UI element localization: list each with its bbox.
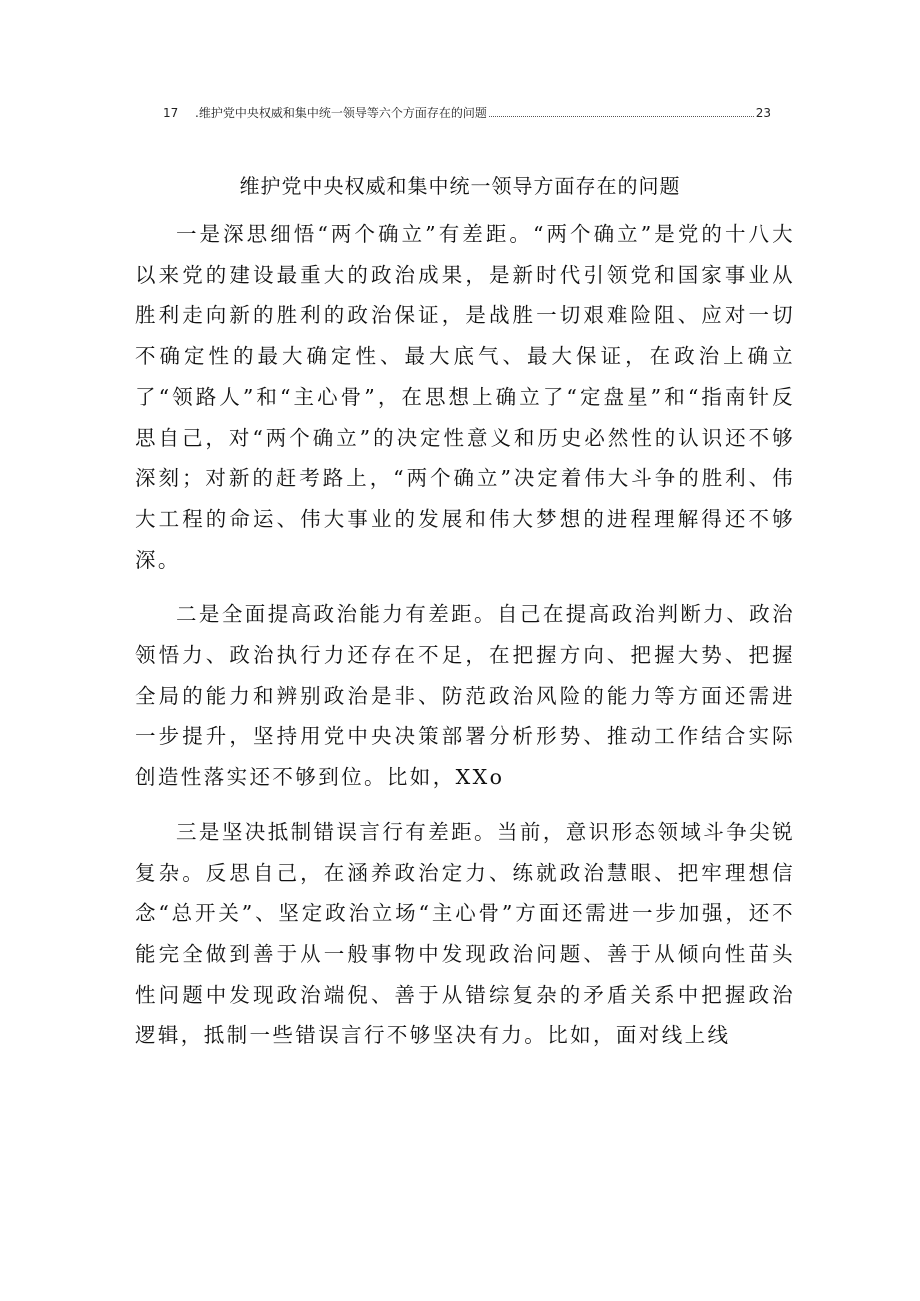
toc-entry xyxy=(163,104,771,121)
document-body xyxy=(135,214,795,1056)
toc-entry-page-number: 23 xyxy=(755,106,771,120)
toc-entry-number: 17 xyxy=(163,106,179,120)
paragraph-1: 一是深思细悟“两个确立”有差距。“两个确立”是党的十八大以来党的建设最重大的政治成果，是新时代引领党和国家事业从胜利走向新的胜利的政治保证，是战胜一切艰难险阻、应对一切不确定性的最大确定性、最大底气、最大保证，在政治上确立了“领路人”和“主心骨”，在思想上确立了“定盘星”和“指南针反思自己，对“两个确立”的决定性意义和历史必然性的认识还不够深刻；对新的赶考路上，“两个确立”决定着伟大斗争的胜利、伟大工程的命运、伟大事业的发展和伟大梦想的进程理解得还不够深。 xyxy=(135,222,795,572)
paragraph-2: 二是全面提高政治能力有差距。自己在提高政治判断力、政治领悟力、政治执行力还存在不足，在把握方向、把握大势、把握全局的能力和辨别政治是非、防范政治风险的能力等方面还需进一步提升，坚持用党中央决策部署分析形势、推动工作结合实际创造性落实还不够到位。比如，XXo xyxy=(135,602,795,790)
toc-entry-title: .维护党中央权威和集中统一领导等六个方面存在的问题 xyxy=(195,106,487,120)
toc-dot-leader xyxy=(489,115,754,117)
document-title: 维护党中央权威和集中统一领导方面存在的问题 xyxy=(239,174,681,198)
paragraph-3: 三是坚决抵制错误言行有差距。当前，意识形态领域斗争尖锐复杂。反思自己，在涵养政治定力、练就政治慧眼、把牢理想信念“总开关”、坚定政治立场“主心骨”方面还需进一步加强，还不能完全做到善于从一般事物中发现政治问题、善于从倾向性苗头性问题中发现政治端倪、善于从错综复杂的矛盾关系中把握政治逻辑，抵制一些错误言行不够坚决有力。比如，面对线上线 xyxy=(135,819,795,1048)
